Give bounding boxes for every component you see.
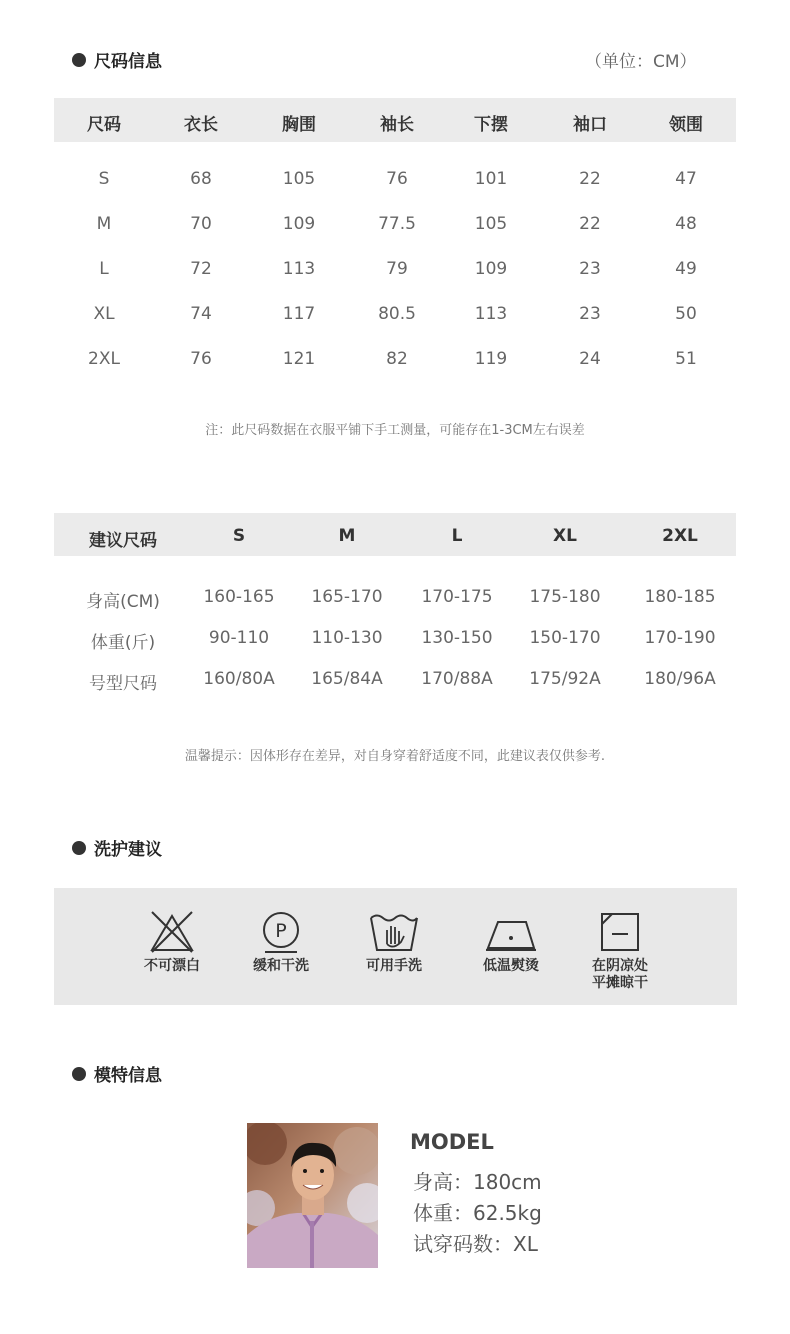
size-table-cell: 47: [675, 169, 697, 189]
recommend-table-header: L: [451, 526, 463, 546]
shade-flat-dry-icon: [598, 910, 642, 954]
size-table-header: 胸围: [282, 115, 316, 135]
care-label: 低温熨烫: [483, 958, 539, 974]
size-table-cell: 74: [190, 304, 212, 324]
recommend-table-cell: 90-110: [208, 628, 270, 648]
care-item-shade-flat-dry: [565, 910, 675, 992]
low-temp-iron-icon: [484, 910, 538, 954]
size-section-title: 尺码信息: [72, 47, 162, 72]
bullet-dot-icon: [72, 1067, 86, 1081]
size-table-cell: 117: [282, 304, 316, 324]
size-table-cell: 113: [282, 259, 316, 279]
size-table-header: 尺码: [87, 115, 121, 135]
recommend-table-cell: 体重(斤): [90, 633, 156, 653]
bullet-dot-icon: [72, 53, 86, 67]
no-bleach-icon: [148, 910, 196, 954]
model-weight: 体重：62.5kg: [413, 1201, 542, 1225]
recommend-table-cell: 160-165: [203, 587, 275, 607]
recommend-table-cell: 170/88A: [421, 669, 493, 689]
care-label: 可用手洗: [366, 958, 422, 974]
model-photo: [247, 1123, 378, 1268]
size-table-cell: S: [98, 169, 110, 189]
size-table-cell: 113: [474, 304, 508, 324]
size-table-cell: 105: [474, 214, 508, 234]
recommend-table-header: 建议尺码: [89, 531, 157, 551]
size-table-cell: 22: [579, 214, 601, 234]
size-table-cell: 119: [474, 349, 508, 369]
recommend-table-cell: 130-150: [421, 628, 493, 648]
size-table-cell: 2XL: [88, 349, 120, 369]
recommend-table-header: XL: [553, 526, 577, 546]
size-table-header: 衣长: [184, 115, 218, 135]
size-table-cell: XL: [93, 304, 115, 324]
size-table-header: 袖长: [380, 115, 414, 135]
recommend-table-cell: 身高(CM): [86, 592, 160, 612]
size-table-cell: 121: [282, 349, 316, 369]
size-table-cell: 82: [386, 349, 408, 369]
recommend-table-cell: 号型尺码: [89, 674, 157, 694]
size-table-cell: 51: [675, 349, 697, 369]
model-height: 身高：180cm: [413, 1170, 542, 1194]
size-table-cell: 49: [675, 259, 697, 279]
recommend-table-header: S: [232, 526, 246, 546]
model-heading: MODEL: [410, 1130, 494, 1154]
size-table-cell: 105: [282, 169, 316, 189]
recommend-table-cell: 165-170: [311, 587, 383, 607]
size-table-cell: 70: [190, 214, 212, 234]
mild-dry-clean-icon: [257, 910, 305, 954]
recommend-note: 温馨提示：因体形存在差异，对自身穿着舒适度不同，此建议表仅供参考.: [184, 749, 606, 764]
model-size: 试穿码数：XL: [413, 1232, 538, 1256]
care-item-mild-dry-clean: [226, 910, 336, 975]
recommend-table-cell: 180/96A: [644, 669, 716, 689]
recommend-table-header: 2XL: [662, 526, 698, 546]
recommend-table-cell: 170-175: [421, 587, 493, 607]
size-table-cell: 68: [190, 169, 212, 189]
size-table-cell: 109: [282, 214, 316, 234]
model-section-title: 模特信息: [72, 1061, 162, 1086]
care-label: 缓和干洗: [253, 958, 309, 974]
care-item-low-temp-iron: [456, 910, 566, 975]
care-item-hand-wash: [339, 910, 449, 975]
size-table-header: 领围: [669, 115, 703, 135]
size-table-cell: 80.5: [378, 304, 416, 324]
size-table-cell: 101: [474, 169, 508, 189]
size-table-cell: 23: [579, 304, 601, 324]
size-table-cell: 50: [675, 304, 697, 324]
size-table-cell: 76: [190, 349, 212, 369]
recommend-table-cell: 160/80A: [203, 669, 275, 689]
recommend-table-cell: 165/84A: [311, 669, 383, 689]
recommend-table-cell: 180-185: [644, 587, 716, 607]
size-table-cell: 72: [190, 259, 212, 279]
size-table-cell: 79: [386, 259, 408, 279]
unit-label: （单位：CM）: [585, 52, 697, 72]
size-note: 注：此尺码数据在衣服平铺下手工测量，可能存在1-3CM左右误差: [205, 423, 585, 438]
size-table-cell: 24: [579, 349, 601, 369]
size-table-cell: 22: [579, 169, 601, 189]
size-table-cell: L: [99, 259, 109, 279]
bullet-dot-icon: [72, 841, 86, 855]
svg-text:P: P: [275, 920, 287, 942]
care-label: 不可漂白: [144, 958, 200, 974]
size-table-cell: 77.5: [378, 214, 416, 234]
care-section-title: 洗护建议: [72, 835, 162, 860]
recommend-table-cell: 175/92A: [529, 669, 601, 689]
recommend-table-cell: 150-170: [529, 628, 601, 648]
size-table-header: 下摆: [474, 115, 508, 135]
care-label: 在阴凉处 平摊晾干: [592, 958, 648, 991]
size-table-cell: 109: [474, 259, 508, 279]
size-table-cell: 76: [386, 169, 408, 189]
recommend-table-cell: 175-180: [529, 587, 601, 607]
care-item-no-bleach: [117, 910, 227, 975]
recommend-table-cell: 110-130: [311, 628, 383, 648]
size-table-cell: 23: [579, 259, 601, 279]
size-table-cell: M: [96, 214, 112, 234]
recommend-table-header: M: [338, 526, 356, 546]
recommend-table-cell: 170-190: [644, 628, 716, 648]
hand-wash-icon: [368, 910, 420, 954]
size-table-header: 袖口: [573, 115, 607, 135]
size-table-cell: 48: [675, 214, 697, 234]
